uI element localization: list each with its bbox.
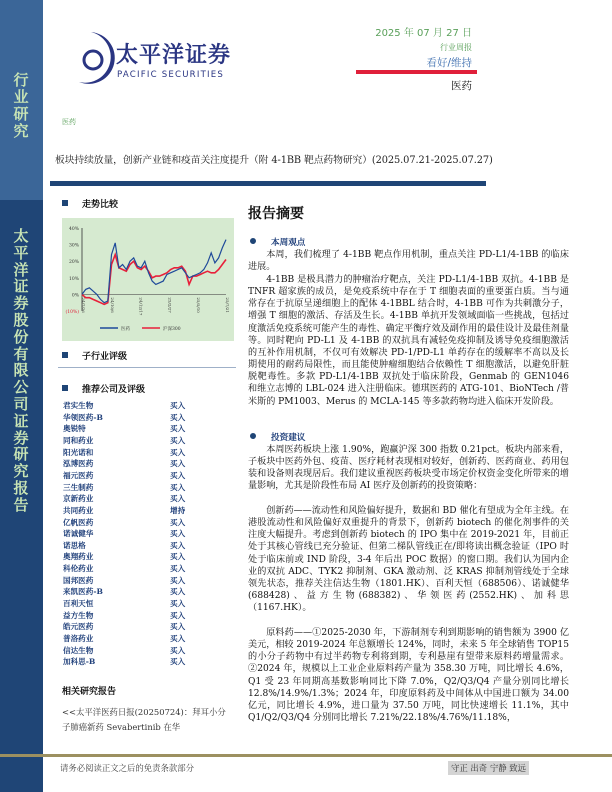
y-tick-label: 40% bbox=[68, 227, 79, 232]
sidebar-top bbox=[0, 0, 43, 200]
y-tick-label: 10% bbox=[68, 276, 79, 282]
company-rating: 买入 bbox=[170, 424, 186, 434]
company-rating: 买入 bbox=[170, 540, 186, 550]
company-rating: 买入 bbox=[170, 529, 186, 539]
paragraph: 本周医药板块上涨 1.90%，跑赢沪深 300 指数 0.21pct。板块内部来看，子板块中医药外包、疫苗、医疗耗材表现相对较好，创新药、医药商业、药用包装和设备则表现居后。我们建议重视医药板块受市场定价权资金变化所带来的增量影响，尤其是阶段性布局 AI 医疗及创新药的投资策略： bbox=[248, 445, 569, 492]
company-name: 奥翔药业 bbox=[63, 552, 94, 562]
legend-label: 沪深300 bbox=[163, 327, 181, 332]
x-tick-label: 24/12/17 bbox=[138, 297, 144, 316]
company-rating: 买入 bbox=[170, 634, 186, 643]
company-name: 科伦药业 bbox=[63, 564, 94, 574]
x-tick-label: 24/7/26 bbox=[81, 297, 86, 313]
x-tick-label: 25/5/10 bbox=[196, 297, 202, 313]
disclaimer-note: 请务必阅读正文之后的免责条款部分 bbox=[60, 763, 194, 773]
x-tick-label: 24/10/6 bbox=[109, 297, 115, 313]
y-tick-label: 0% bbox=[71, 293, 79, 299]
sub-rating-heading bbox=[62, 349, 127, 362]
company-name: 华领医药-B bbox=[63, 412, 103, 422]
bullet-investment-advice bbox=[250, 431, 305, 443]
company-rating: 买入 bbox=[170, 494, 186, 504]
related-report-link[interactable]: <<太平洋医药日报(20250724)：拜耳小分子肺癌新药 Sevabertinib 在华 bbox=[62, 707, 226, 732]
company-name: 信达生物 bbox=[63, 645, 94, 655]
company-rating: 买入 bbox=[170, 587, 186, 597]
company-rating: 买入 bbox=[170, 575, 186, 585]
square-bullet-icon bbox=[62, 385, 68, 391]
company-name: 诺思格 bbox=[63, 540, 86, 550]
series-line-hs300 bbox=[82, 255, 226, 305]
legend-label: 医药 bbox=[121, 327, 130, 332]
company-name: 亿帆医药 bbox=[63, 517, 94, 527]
logo-text-cn: 太平洋证券 bbox=[116, 43, 232, 68]
report-type: 行业周报 bbox=[440, 43, 472, 52]
paragraph: 创新药——流动性和风险偏好提升，数据和 BD 催化有望成为全年主线。在港股流动性和风险偏好双重提升的背景下，创新药 biotech 的催化剂事件的关注度大幅提升。考虑到创新药 biotech 的 IPO 集中在 2019-2021 年，目前正处于其核心管线已充分验证、但第二梯队管线正在/即将读出概念验证（IPO 时处于临床前或 IND 阶段，3-4 年后出 POC 数据）的窗口期。我们认为国内企业的双抗 ADC、TYK2 抑制剂、GKA 激动剂、泛 KRAS 抑制剂管线处于全球领先状态，推荐关注信达生物（1801.HK）、百利天恒（688506）、诺诚健华(688428)、益方生物(688382)、华领医药(2552.HK)、加科思（1167.HK）。 bbox=[248, 506, 569, 614]
square-bullet-icon bbox=[62, 352, 68, 358]
related-heading: 相关研究报告 bbox=[62, 687, 117, 697]
company-name: 泓博医药 bbox=[63, 459, 94, 469]
company-name: 阳光诺和 bbox=[63, 447, 94, 457]
sidebar-category: 行业研究 bbox=[13, 71, 29, 140]
bullet-icon bbox=[250, 238, 256, 244]
company-name: 共同药业 bbox=[63, 505, 94, 515]
sector-tag: 医药 bbox=[62, 118, 76, 126]
square-bullet-icon bbox=[62, 200, 68, 206]
paragraph: 本周，我们梳理了 4-1BB 靶点作用机制，重点关注 PD-L1/4-1BB 的临床进展。 bbox=[248, 250, 569, 273]
company-name: 君实生物 bbox=[63, 401, 94, 410]
industry-rating: 看好/维持 bbox=[426, 57, 472, 69]
company-rating: 买入 bbox=[170, 401, 186, 410]
company-name: 百利天恒 bbox=[63, 599, 94, 609]
bullet-label: 投资建议 bbox=[271, 433, 306, 443]
y-tick-label: 30% bbox=[68, 243, 79, 249]
company-name: 京新药业 bbox=[63, 494, 94, 504]
sector-label: 医药 bbox=[451, 80, 472, 92]
trend-heading bbox=[62, 197, 118, 210]
y-tick-label: (10%) bbox=[65, 310, 79, 315]
company-name: 福元医药 bbox=[63, 470, 94, 480]
company-rating: 买入 bbox=[170, 599, 186, 609]
company-motto: 守正 出奇 宁静 致远 bbox=[448, 761, 529, 775]
rec-title: 推荐公司及评级 bbox=[82, 385, 146, 395]
sidebar-company: 太平洋证券股份有限公司证券研究报告 bbox=[13, 227, 29, 514]
logo-text-en: PACIFIC SECURITIES bbox=[117, 70, 225, 80]
left-divider bbox=[58, 367, 236, 368]
company-rating: 增持 bbox=[170, 505, 186, 515]
company-name: 益方生物 bbox=[63, 610, 94, 620]
bullet-weekly-view bbox=[250, 236, 305, 248]
company-rating: 买入 bbox=[170, 645, 186, 655]
footer-divider bbox=[0, 754, 612, 757]
paragraph: 原料药——①2025-2030 年，下游制剂专利到期影响的销售额为 3900 亿美元，相较 2019-2024 年总额增长 124%，同时，未来 5 年全球销售 TOP15 的小分子药物中有过半药物专利将到期，专利悬崖有望带来原料药增量需求。②2024 年，规模以上工业企业原料药产量为 358.30 万吨，同比增长 4.6%，Q1 受 23 年同期高基数影响同比下降 7.0%，Q2/Q3/Q4 产量分别同比增长 12.8%/14.9%/1.3%；2024 年，印度原料药及中间体从中国进口额为 34.00 亿元，同比增长 4.9%，进口量为 37.50 万吨，同比快速增长 11.1%，其中 Q1/Q2/Q3/Q4 分别同比增长 7.21%/22.18%/4.76%/11.18%， bbox=[248, 628, 569, 724]
title-divider bbox=[50, 181, 486, 186]
company-name: 奥锐特 bbox=[63, 424, 86, 434]
x-tick-label: 25/2/27 bbox=[167, 297, 173, 313]
report-date: 2025 年 07 月 27 日 bbox=[375, 28, 472, 39]
y-tick-label: 20% bbox=[68, 260, 79, 266]
company-rating: 买入 bbox=[170, 622, 186, 632]
company-rating: 买入 bbox=[170, 470, 186, 480]
trend-chart bbox=[62, 218, 234, 341]
company-rating: 买入 bbox=[170, 657, 186, 667]
company-rating: 买入 bbox=[170, 517, 186, 527]
report-title: 板块持续放量，创新产业链和疫苗关注度提升（附 4-1BB 靶点药物研究）(2025.07.21-2025.07.27) bbox=[55, 155, 493, 166]
company-rating: 买入 bbox=[170, 564, 186, 574]
company-name: 诺诚健华 bbox=[63, 529, 94, 539]
bullet-label: 本周观点 bbox=[271, 238, 306, 248]
company-rating: 买入 bbox=[170, 482, 186, 492]
bullet-icon bbox=[250, 433, 256, 439]
company-name: 三生制药 bbox=[63, 482, 94, 492]
paragraph: 4-1BB 是极具潜力的肿瘤治疗靶点，关注 PD-L1/4-1BB 双抗。4-1BB 是 TNFR 超家族的成员，是免疫系统中存在于 T 细胞表面的重要蛋白质。当与通常存在于抗原呈递细胞上的配体 4-1BBL 结合时，4-1BB 可作为共刺激分子，增强 T 细胞的激活、存活及生长。4-1BB 单抗开发领域面临一些挑战，包括过度激活免疫系统可能产生的毒性、确定平衡疗效及副作用的最佳设计及最佳剂量等。同时靶向 PD-L1 及 4-1BB 的双抗具有减轻免疫抑制及诱导免疫细胞激活的互补作用机制，不仅可有效解决 PD-1/PD-L1 单药存在的缓解率不高以及长期使用的耐药局限性，而且能使肿瘤细胞结合依赖性 T 细胞激活，以避免肝脏脱靶毒性。多款 PD-L1/4-1BB 双抗处于临床阶段，Genmab 的 GEN1046 和维立志博的 LBL-024 进入注册临床。德琪医药的 ATG-101、BioNTech /普米斯的 PM1003、Merus 的 MCLA-145 等多款药物均进入临床开发阶段。 bbox=[248, 275, 569, 407]
series-line-medicine bbox=[82, 240, 226, 303]
header-divider bbox=[356, 70, 477, 74]
sub-rating-title: 子行业评级 bbox=[82, 352, 128, 362]
company-rating: 买入 bbox=[170, 435, 186, 445]
company-rating: 买入 bbox=[170, 412, 186, 422]
sidebar-bottom bbox=[0, 200, 43, 792]
company-rating: 买入 bbox=[170, 447, 186, 457]
rec-heading bbox=[62, 382, 145, 395]
company-name: 来凯医药-B bbox=[63, 587, 103, 597]
company-rating: 买入 bbox=[170, 610, 186, 620]
company-name: 国邦医药 bbox=[63, 575, 94, 585]
company-rating: 买入 bbox=[170, 552, 186, 562]
x-tick-label: 25/7/21 bbox=[225, 297, 230, 313]
company-rating: 买入 bbox=[170, 459, 186, 469]
company-name: 加科思-B bbox=[63, 657, 96, 667]
company-name: 同和药业 bbox=[63, 435, 94, 445]
trend-title: 走势比较 bbox=[82, 200, 119, 210]
company-name: 普洛药业 bbox=[63, 634, 94, 643]
company-name: 皓元医药 bbox=[63, 622, 94, 632]
abstract-title: 报告摘要 bbox=[248, 206, 304, 222]
trend-chart-svg bbox=[62, 218, 234, 341]
